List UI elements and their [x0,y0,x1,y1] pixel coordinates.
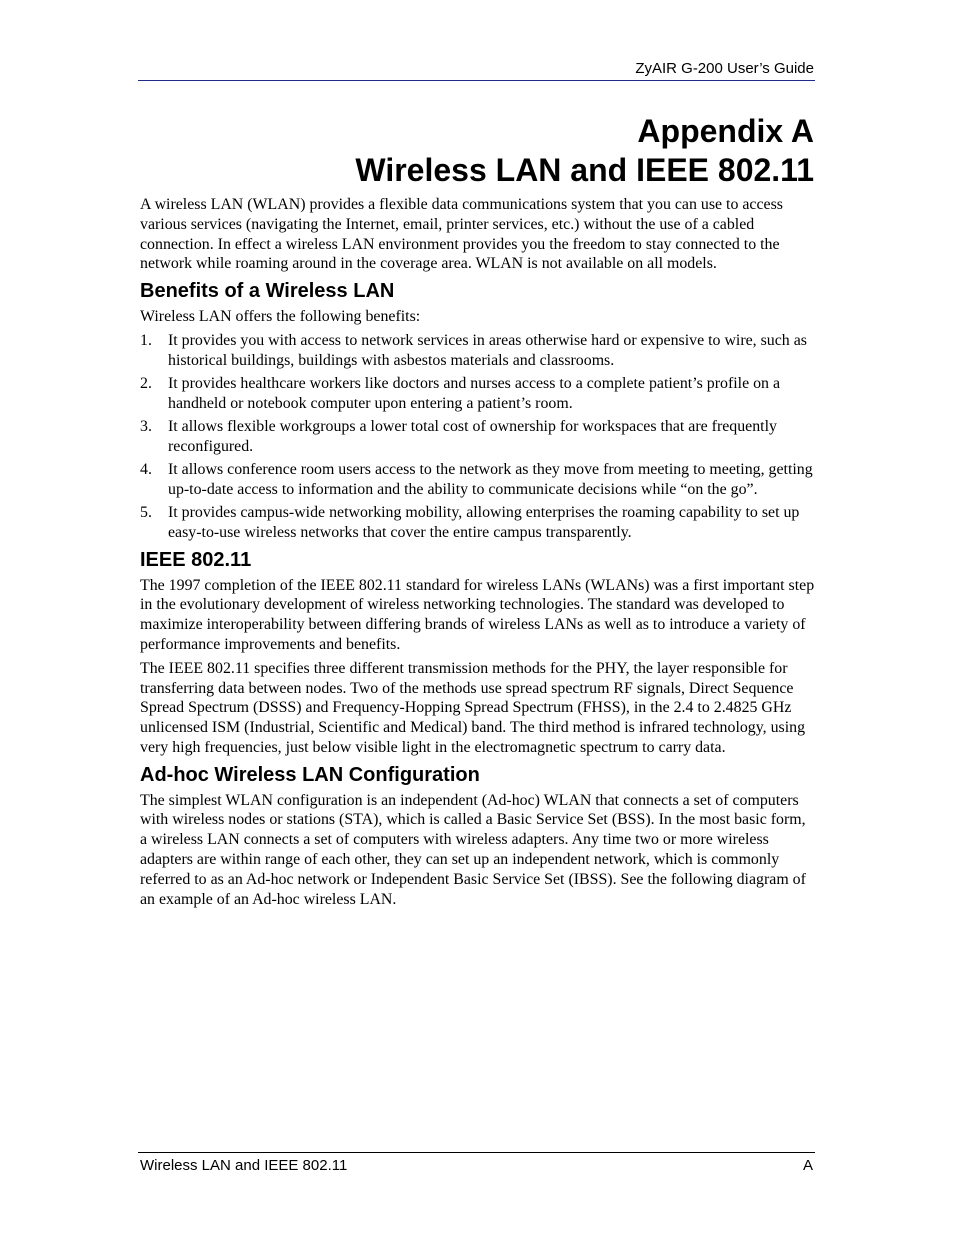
benefits-lead: Wireless LAN offers the following benefits: [140,308,421,326]
list-item [140,460,816,500]
benefits-heading: Benefits of a Wireless LAN [140,280,395,303]
ieee-paragraph-2: The IEEE 802.11 specifies three different transmission methods for the PHY, the layer responsible for transferring data between nodes. Two of the methods use spread spectrum RF signals, Direct Sequence Spread Spectrum (DSSS) and Frequency-Hopping Spread Spectrum (FHSS), in the 2.4 to 2.4825 GHz unlicensed ISM (Industrial, Scientific and Medical) band. The third method is infrared technology, using very high frequencies, just below visible light in the electromagnetic spectrum to carry data. [140,659,806,756]
intro-paragraph: A wireless LAN (WLAN) provides a flexible data communications system that you can use to access various services (navigating the Internet, email, printer services, etc.) without the use of a cabled connection. In effect a wireless LAN environment provides you the freedom to stay connected to the network while roaming around in the coverage area. WLAN is not available on all models. [140,196,783,273]
list-text: It allows conference room users access to the network as they move from meeting to meeting, getting up-to-date access to information and the ability to communicate decisions while “on the go”. [168,460,813,498]
list-item [140,417,816,457]
benefits-list [140,331,816,543]
list-number: 3. [140,417,152,435]
page-footer [138,1152,815,1174]
list-item [140,374,816,414]
list-text: It provides campus-wide networking mobility, allowing enterprises the roaming capability to set up easy-to-use wireless networks that cover the entire campus transparently. [168,503,800,541]
footer-section-title: Wireless LAN and IEEE 802.11 [140,1157,348,1174]
footer-page-label: A [802,1157,813,1174]
guide-title: ZyAIR G-200 User’s Guide [635,60,814,77]
list-text: It provides you with access to network services in areas otherwise hard or expensive to wire, such as historical buildings, buildings with asbestos materials and classrooms. [168,331,807,369]
ieee-heading: IEEE 802.11 [140,548,252,571]
appendix-title-line1: Appendix A [637,113,814,149]
list-text: It allows flexible workgroups a lower total cost of ownership for workspaces that are frequently reconfigured. [168,417,777,455]
list-number: 2. [140,374,152,392]
appendix-title-line2: Wireless LAN and IEEE 802.11 [355,152,814,188]
adhoc-paragraph: The simplest WLAN configuration is an independent (Ad-hoc) WLAN that connects a set of computers with wireless nodes or stations (STA), which is called a Basic Service Set (BSS). In the most basic form, a wireless LAN connects a set of computers with wireless adapters. Any time two or more wireless adapters are within range of each other, they can set up an independent network, which is commonly referred to as an Ad-hoc network or Independent Basic Service Set (IBSS). See the following diagram of an example of an Ad-hoc wireless LAN. [140,791,806,908]
document-body [140,195,816,913]
adhoc-heading: Ad-hoc Wireless LAN Configuration [140,763,480,786]
list-number: 4. [140,460,152,478]
list-item [140,503,816,543]
list-text: It provides healthcare workers like doctors and nurses access to a complete patient’s profile on a handheld or notebook computer upon entering a patient’s room. [168,374,781,412]
list-number: 5. [140,503,152,521]
list-number: 1. [140,331,152,349]
list-item [140,331,816,371]
ieee-paragraph-1: The 1997 completion of the IEEE 802.11 standard for wireless LANs (WLANs) was a first important step in the evolutionary development of wireless networking technologies. The standard was developed to maximize interoperability between differing brands of wireless LANs as well as to introduce a variety of performance improvements and benefits. [140,576,815,653]
page-header [138,58,815,81]
appendix-title [138,112,814,190]
